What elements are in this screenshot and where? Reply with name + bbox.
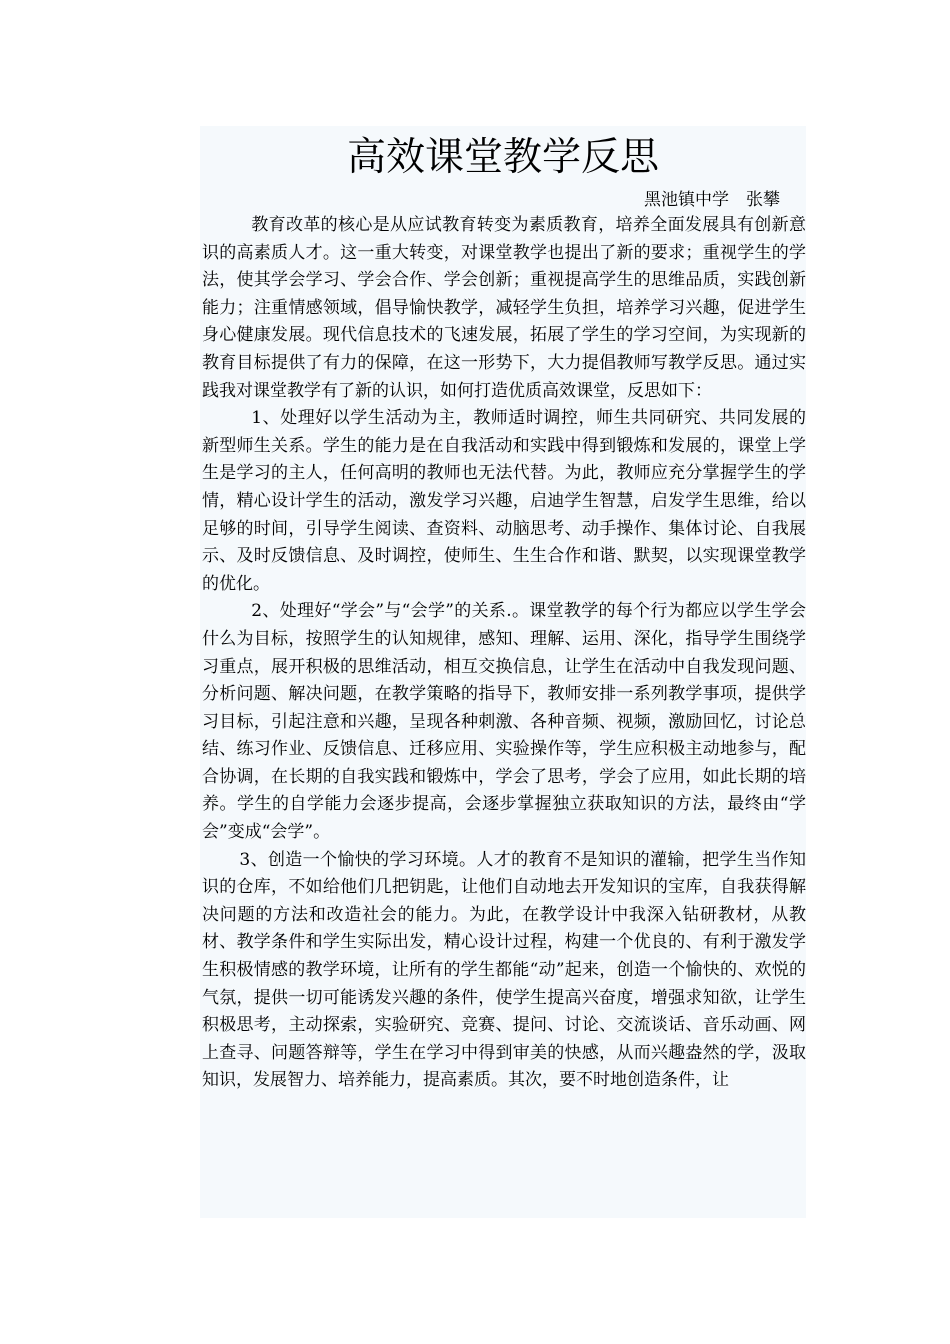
paragraph-point-2: 2、处理好“学会”与“会学”的关系.。课堂教学的每个行为都应以学生学会什么为目标，按照学生的认知规律，感知、理解、运用、深化，指导学生围绕学习重点，展开积极的思维活动，相互交换信息，让学生在活动中自我发现问题、分析问题、解决问题，在教学策略的指导下，教师安排一系列教学事项，提供学习目标，引起注意和兴趣，呈现各种刺激、各种音频、视频，激励回忆，讨论总结、练习作业、反馈信息、迁移应用、实验操作等，学生应积极主动地参与，配合协调，在长期的自我实践和锻炼中，学会了思考，学会了应用，如此长期的培养。学生的自学能力会逐步提高，会逐步掌握独立获取知识的方法，最终由“学会”变成“会学”。 xyxy=(202,601,806,843)
paragraph-point-3: 3、创造一个愉快的学习环境。人才的教育不是知识的灌输，把学生当作知识的仓库，不如给他们几把钥匙，让他们自动地去开发知识的宝库，自我获得解决问题的方法和改造社会的能力。为此，在教学设计中我深入钻研教材，从教材、教学条件和学生实际出发，精心设计过程，构建一个优良的、有利于激发学生积极情感的教学环境，让所有的学生都能“动”起来，创造一个愉快的、欢悦的气氛，提供一切可能诱发兴趣的条件，使学生提高兴奋度，增强求知欲，让学生积极思考，主动探索，实验研究、竞赛、提问、讨论、交流谈话、音乐动画、网上查寻、问题答辩等，学生在学习中得到审美的快感，从而兴趣盎然的学，汲取知识，发展智力、培养能力，提高素质。其次，要不时地创造条件，让 xyxy=(202,849,806,1091)
paragraph-intro: 教育改革的核心是从应试教育转变为素质教育，培养全面发展具有创新意识的高素质人才。这一重大转变，对课堂教学也提出了新的要求；重视学生的学法，使其学会学习、学会合作、学会创新；重视提高学生的思维品质，实践创新能力；注重情感领域，倡导愉快教学，减轻学生负担，培养学习兴趣，促进学生身心健康发展。现代信息技术的飞速发展，拓展了学生的学习空间，为实现新的教育目标提供了有力的保障，在这一形势下，大力提倡教师写教学反思。通过实践我对课堂教学有了新的认识，如何打造优质高效课堂，反思如下： xyxy=(202,215,806,401)
paragraph-point-1: 1、处理好以学生活动为主，教师适时调控，师生共同研究、共同发展的新型师生关系。学生的能力是在自我活动和实践中得到锻炼和发展的，课堂上学生是学习的主人，任何高明的教师也无法代替。为此，教师应充分掌握学生的学情，精心设计学生的活动，激发学习兴趣，启迪学生智慧，启发学生思维，给以足够的时间，引导学生阅读、查资料、动脑思考、动手操作、集体讨论、自我展示、及时反馈信息、及时调控，使师生、生生合作和谐、默契，以实现课堂教学的优化。 xyxy=(202,408,806,594)
document-body xyxy=(202,212,806,1095)
author-line: 黑池镇中学 张攀 xyxy=(644,190,780,210)
document-title: 高效课堂教学反思 xyxy=(346,135,659,180)
